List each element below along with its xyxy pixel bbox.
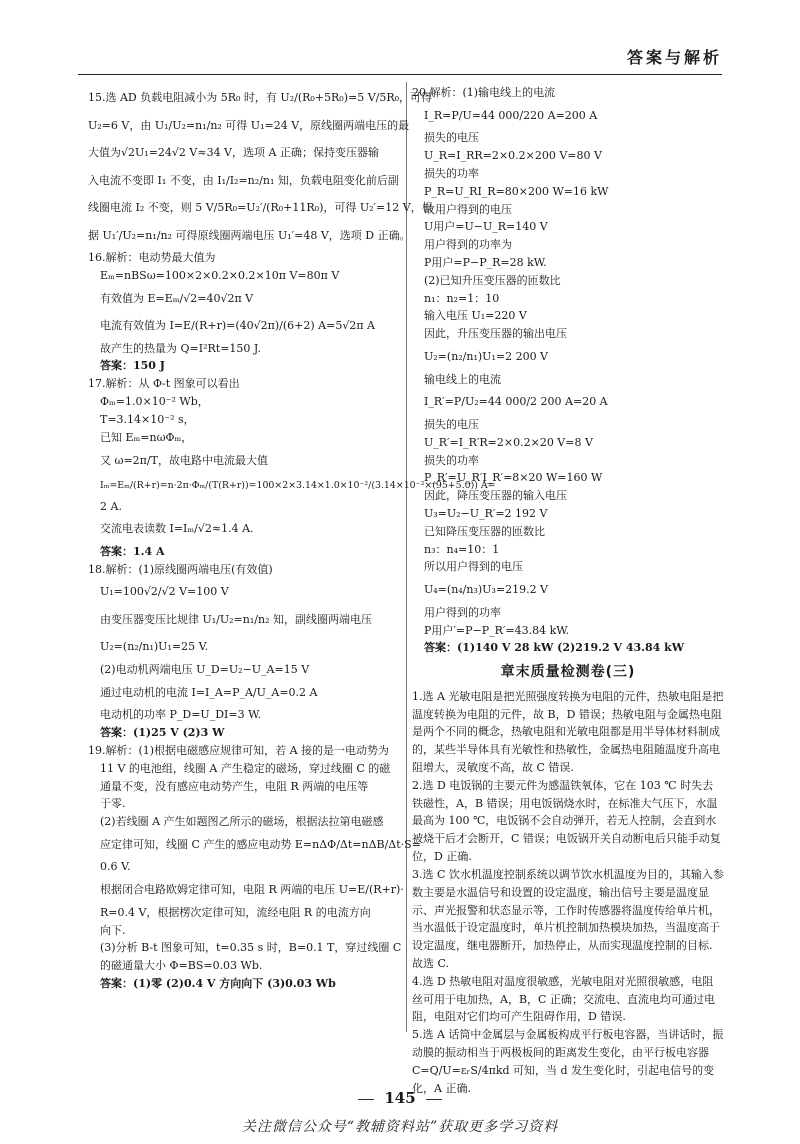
text-line: n₁：n₂=1：10 [424,291,500,305]
page-number-dash-right [426,1099,442,1100]
text-line: 根据闭合电路欧姆定律可知，电阻 R 两端的电压 U=E/(R+r)· [100,883,404,897]
answer-paragraph: 4.选 D 热敏电阻对温度很敏感，光敏电阻对光照很敏感，电阻丝可用于电加热，A，B，C 正确；交流电、直流电均可通过电阻，电阻对它们均可产生阻碍作用，D 错误. [412,974,715,1024]
text-line: 0.6 V. [100,860,131,874]
text-line: 18.解析：(1)原线圈两端电压(有效值) [88,562,273,576]
text-line: U_R′=I_R′R=2×0.2×20 V=8 V [424,435,593,449]
column-divider [406,82,407,1032]
answer-line: 答案：(1)零 (2)0.4 V 方向向下 (3)0.03 Wb [100,977,336,991]
text-line: 故产生的热量为 Q=I²Rt=150 J. [100,341,261,355]
text-line: 11 V 的电池组，线圈 A 产生稳定的磁场，穿过线圈 C 的磁 [100,761,391,775]
text-line: (2)已知升压变压器的匝数比 [424,273,561,287]
text-line: 输电线上的电流 [424,372,501,386]
text-line: 19.解析：(1)根据电磁感应规律可知，若 A 接的是一电动势为 [88,743,390,757]
text-line: (2)电动机两端电压 U_D=U₂−U_A=15 V [100,662,310,676]
text-line: 损失的功率 [424,453,479,467]
text-line: U₁=100√2/√2 V=100 V [100,585,229,599]
section-title: 章末质量检测卷(三) [500,664,636,681]
text-line: 因此，升压变压器的输出电压 [424,327,567,341]
text-line: T=3.14×10⁻² s， [100,412,195,426]
answer-paragraph: 1.选 A 光敏电阻是把光照强度转换为电阻的元件，热敏电阻是把温度转换为电阻的元件，故 B，D 错误；热敏电阻与金属热电阻是两个不同的概念，热敏电阻和光敏电阻都是用半导体材料制成的，某些半导体具有光敏性和热敏性，金属热电阻随温度升高电阻增大，灵敏度不高，故 C 错误. [412,689,724,775]
page-number [0,1089,800,1107]
text-line: 用户得到的功率 [424,605,501,619]
answer-paragraph: 3.选 C 饮水机温度控制系统以调节饮水机温度为目的，其输入参数主要是水温信号和设置的设定温度，输出信号主要是温度显示、声光报警和状态显示等，工作时传感器将温度传给单片机，当水温低于设定温度时，单片机控制加热模块加热，当温度高于设定温度，继电器断开，加热停止，从而实现温度控制的目标. 故选 C. [412,867,724,970]
page-header [78,0,722,75]
answer-line: 答案：(1)140 V 28 kW (2)219.2 V 43.84 kW [424,641,685,655]
text-line: 损失的电压 [424,131,479,145]
text-line: 据 U₁′/U₂=n₁/n₂ 可得原线圈两端电压 U₁′=48 V，选项 D 正确。 [88,228,411,242]
text-line: P_R′=U_R′I_R′=8×20 W=160 W [424,471,603,485]
text-line: 所以用户得到的电压 [424,560,523,574]
text-line: Φₘ=1.0×10⁻² Wb， [100,395,209,409]
text-line: I_R′=P/U₂=44 000/2 200 A=20 A [424,395,608,409]
text-line: 应定律可知，线圈 C 产生的感应电动势 E=nΔΦ/Δt=nΔB/Δt·S= [100,837,421,851]
text-line: Iₘ=Eₘ/(R+r)=n·2π·Φₘ/(T(R+r))=100×2×3.14×1.0×10⁻²/(3.14×10⁻²×(95+5.0)) A= [100,480,496,491]
text-line: 向下. [100,923,126,937]
text-line: P_R=U_RI_R=80×200 W=16 kW [424,184,609,198]
text-line: I_R=P/U=44 000/220 A=200 A [424,108,598,122]
text-line: 20.解析：(1)输电线上的电流 [412,86,556,99]
text-line: 电动机的功率 P_D=U_DI=3 W. [100,708,261,722]
text-line: 已知 Eₘ=nωΦₘ， [100,430,193,444]
text-line: 故用户得到的电压 [424,202,512,216]
text-line: 因此，降压变压器的输入电压 [424,489,567,503]
text-line: 的磁通量大小 Φ=BS=0.03 Wb. [100,959,263,973]
text-line: 又 ω=2π/T，故电路中电流最大值 [100,453,268,467]
text-line: U₃=U₂−U_R′=2 192 V [424,506,548,520]
text-line: 16.解析：电动势最大值为 [88,251,216,264]
text-line: 通过电动机的电流 I=I_A=P_A/U_A=0.2 A [100,685,318,699]
text-line: 电流有效值为 I=E/(R+r)=(40√2π)/(6+2) A=5√2π A [100,319,376,333]
text-line: n₃：n₄=10：1 [424,542,500,556]
footer-note: 关注微信公众号“教辅资料站”获取更多学习资料 [241,1119,559,1135]
text-line: (3)分析 B-t 图象可知，t=0.35 s 时，B=0.1 T，穿过线圈 C [100,941,402,955]
text-line: P用户′=P−P_R′=43.84 kW. [424,623,570,637]
text-line: P用户=P−P_R=28 kW. [424,256,547,269]
text-line: 损失的功率 [424,166,479,180]
text-line: 入电流不变即 I₁ 不变，由 I₁/I₂=n₂/n₁ 知，负载电阻变化前后副 [88,173,399,187]
answer-line: 答案：(1)25 V (2)3 W [100,726,225,740]
text-line: 用户得到的功率为 [424,238,512,252]
text-line: U_R=I_RR=2×0.2×200 V=80 V [424,149,602,163]
right-column [412,84,724,1097]
text-line: U₂=6 V，由 U₁/U₂=n₁/n₂ 可得 U₁=24 V，原线圈两端电压的最 [88,118,410,132]
text-line: 由变压器变压比规律 U₁/U₂=n₁/n₂ 知，副线圈两端电压 [100,612,372,626]
text-line: 17.解析：从 Φ-t 图象可以看出 [88,377,240,391]
text-line: U用户=U−U_R=140 V [424,220,548,234]
text-line: 有效值为 E=Eₘ/√2=40√2π V [100,291,254,305]
header-title: 答案与解析 [626,48,722,67]
text-line: 2 A. [100,499,122,513]
text-line: 已知降压变压器的匝数比 [424,524,545,538]
text-line: Eₘ=nBSω=100×2×0.2×0.2×10π V=80π V [100,268,340,282]
answer-paragraph: 5.选 A 话筒中金属层与金属板构成平行板电容器，当讲话时，振动膜的振动相当于两极板间的距离发生变化，由平行板电容器 C=Q/U=εᵣS/4πkd 可知，当 d 发生变化时，引起电信号的变化，A 正确. [412,1028,724,1095]
text-line: 于零. [100,797,126,811]
text-line: U₂=(n₂/n₁)U₁=2 200 V [424,350,549,364]
text-line: 大值为√2U₁=24√2 V≈34 V，选项 A 正确；保持变压器输 [88,146,379,159]
text-line: (2)若线圈 A 产生如题图乙所示的磁场，根据法拉第电磁感 [100,815,384,829]
text-line: 线圈电流 I₂ 不变，则 5 V/5R₀=U₂′/(R₀+11R₀)，可得 U₂′=12 V，根 [88,201,433,214]
answer-paragraph: 2.选 D 电饭锅的主要元件为感温铁氧体，它在 103 ℃ 时失去铁磁性，A，B 错误；用电饭锅烧水时，在标准大气压下，水温最高为 100 ℃，电饭锅不会自动弹开，若无人控制，会直到水被烧干后才会断开，C 错误；电饭锅开关自动断电后只能手动复位，D 正确. [412,778,721,864]
answer-line: 答案：150 J [100,359,165,373]
page-number-text: 145 [384,1089,416,1107]
text-line: 15.选 AD 负载电阻减小为 5R₀ 时，有 U₂/(R₀+5R₀)=5 V/5R₀，可得 [88,91,433,104]
text-line: 交流电表读数 I=Iₘ/√2≈1.4 A. [100,522,254,536]
text-line: 通量不变，没有感应电动势产生，电阻 R 两端的电压等 [100,779,369,793]
text-line: R=0.4 V，根据楞次定律可知，流经电阻 R 的电流方向 [100,905,371,919]
text-line: U₂=(n₂/n₁)U₁=25 V. [100,640,209,654]
text-line: 输入电压 U₁=220 V [424,309,527,323]
text-line: 损失的电压 [424,417,479,431]
text-line: U₄=(n₄/n₃)U₃=219.2 V [424,583,549,597]
answer-line: 答案：1.4 A [100,544,165,558]
page-number-dash-left [358,1099,374,1100]
